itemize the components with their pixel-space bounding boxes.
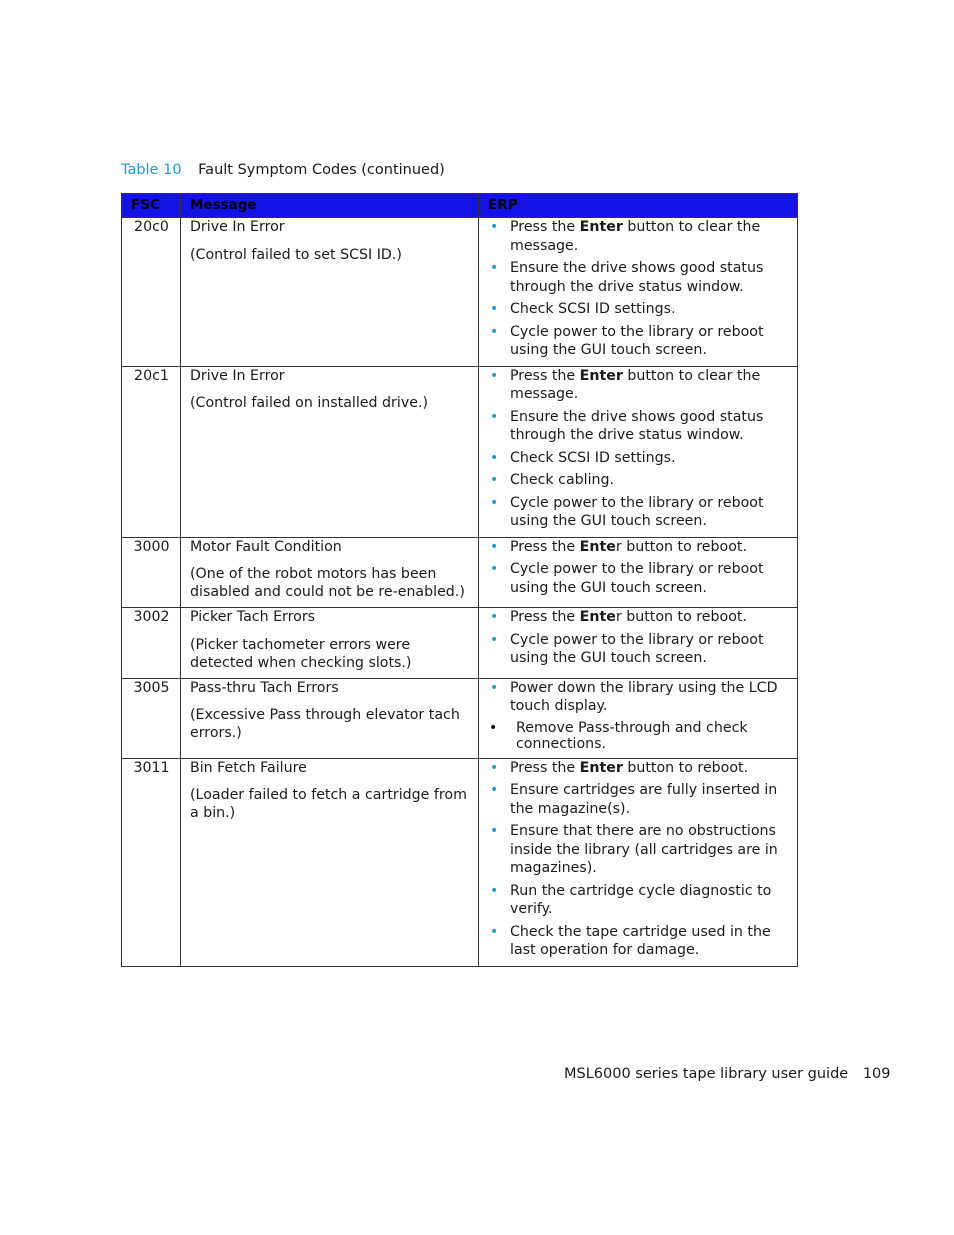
table-row: [122, 218, 798, 367]
erp-text: Check cabling.: [510, 472, 615, 488]
erp-step: [488, 471, 789, 490]
table-caption: [121, 162, 445, 178]
message-cell: [181, 366, 479, 537]
erp-text: Check SCSI ID settings.: [510, 449, 676, 466]
message-cell: [181, 678, 479, 758]
erp-cell: [479, 678, 798, 758]
bullet-icon: •: [490, 323, 499, 340]
page-number: 109: [862, 1066, 891, 1082]
erp-step: [488, 781, 789, 818]
erp-text: Press the: [510, 219, 580, 235]
erp-step: [488, 218, 789, 255]
bullet-icon: •: [490, 679, 499, 696]
erp-text: Cycle power to the library or reboot using the GUI touch screen.: [510, 561, 764, 596]
bullet-icon: •: [490, 609, 499, 625]
erp-step: [488, 679, 789, 716]
message-title: Pass-thru Tach Errors: [190, 679, 339, 696]
erp-cell: [479, 758, 798, 966]
erp-step: [488, 759, 789, 778]
fsc-code: 3005: [122, 678, 181, 758]
table-row: [122, 537, 798, 608]
erp-text: Press the: [510, 538, 580, 555]
erp-text-tail: r button to reboot.: [615, 538, 747, 555]
header-erp: ERP: [479, 194, 798, 218]
erp-step: [488, 538, 789, 557]
message-detail: (Picker tachometer errors were detected when checking slots.): [190, 636, 412, 671]
erp-step: [488, 720, 789, 752]
bullet-icon: •: [490, 561, 499, 577]
erp-cell: [479, 366, 798, 537]
header-fsc: FSC: [122, 194, 181, 218]
erp-text-tail: r button to reboot.: [615, 609, 747, 625]
bullet-icon: •: [490, 882, 499, 899]
bullet-icon: •: [489, 719, 498, 736]
erp-list: [488, 367, 789, 531]
bullet-icon: •: [490, 494, 499, 511]
table-title: Fault Symptom Codes (continued): [198, 162, 445, 178]
bullet-icon: •: [490, 472, 499, 488]
erp-step: [488, 367, 789, 404]
erp-list: [488, 679, 789, 752]
message-detail: (Control failed on installed drive.): [190, 395, 428, 411]
erp-step: [488, 300, 789, 319]
erp-list: [488, 759, 789, 960]
erp-key-term: Ente: [579, 538, 616, 555]
erp-text: Run the cartridge cycle diagnostic to verify.: [510, 882, 772, 917]
erp-text: Ensure cartridges are fully inserted in the magazine(s).: [510, 782, 778, 817]
erp-key-term: Ente: [579, 609, 616, 625]
message-cell: [181, 218, 479, 367]
erp-cell: [479, 537, 798, 608]
bullet-icon: •: [490, 823, 499, 839]
bullet-icon: •: [490, 260, 499, 276]
header-message: Message: [181, 194, 479, 218]
bullet-icon: •: [490, 367, 499, 384]
erp-step: [488, 882, 789, 919]
erp-step: [488, 822, 789, 878]
erp-text: Ensure the drive shows good status through the drive status window.: [510, 260, 764, 295]
erp-text-tail: button to clear the message.: [510, 367, 761, 402]
bullet-icon: •: [490, 408, 499, 425]
fault-symptom-codes-table: [121, 193, 798, 967]
erp-list: [488, 218, 789, 360]
erp-text: Check the tape cartridge used in the last operation for damage.: [510, 923, 771, 958]
erp-step: [488, 923, 789, 960]
page-footer: [564, 1066, 891, 1082]
erp-list: [488, 538, 789, 598]
message-title: Drive In Error: [190, 219, 285, 235]
message-title: Drive In Error: [190, 367, 285, 384]
erp-text-tail: button to clear the message.: [510, 219, 761, 254]
erp-step: [488, 449, 789, 468]
message-cell: [181, 537, 479, 608]
erp-text: Power down the library using the LCD touch display.: [510, 679, 778, 714]
fsc-code: 3000: [122, 537, 181, 608]
message-title: Picker Tach Errors: [190, 609, 316, 625]
erp-cell: [479, 608, 798, 679]
bullet-icon: •: [490, 923, 499, 940]
bullet-icon: •: [490, 449, 499, 466]
erp-text: Remove Pass-through and check connections.: [516, 719, 748, 752]
erp-text: Press the: [510, 367, 580, 384]
erp-list: [488, 608, 789, 668]
erp-step: [488, 494, 789, 531]
erp-text: Cycle power to the library or reboot using the GUI touch screen.: [510, 323, 764, 358]
bullet-icon: •: [490, 782, 499, 798]
message-detail: (One of the robot motors has been disabled and could not be re-enabled.): [190, 566, 465, 600]
erp-text: Ensure that there are no obstructions inside the library (all cartridges are in magazines).: [510, 823, 778, 876]
message-detail: (Control failed to set SCSI ID.): [190, 246, 402, 263]
table-header-row: [122, 194, 798, 218]
fsc-code: 3002: [122, 608, 181, 679]
erp-text: Press the: [510, 609, 580, 625]
table-row: [122, 366, 798, 537]
erp-text: Cycle power to the library or reboot using the GUI touch screen.: [510, 631, 764, 666]
erp-step: [488, 259, 789, 296]
erp-text: Press the: [510, 759, 580, 776]
fsc-code: 20c1: [122, 366, 181, 537]
bullet-icon: •: [490, 301, 499, 317]
message-detail: (Loader failed to fetch a cartridge from a bin.): [190, 787, 467, 821]
erp-step: [488, 408, 789, 445]
bullet-icon: •: [490, 759, 499, 776]
bullet-icon: •: [490, 538, 499, 555]
erp-text: Check SCSI ID settings.: [510, 301, 676, 317]
table-number: Table 10: [121, 162, 182, 178]
message-detail: (Excessive Pass through elevator tach errors.): [190, 707, 460, 741]
erp-text-tail: button to reboot.: [622, 759, 749, 776]
erp-step: [488, 608, 789, 627]
footer-title: MSL6000 series tape library user guide: [564, 1066, 849, 1082]
message-cell: [181, 758, 479, 966]
erp-step: [488, 323, 789, 360]
erp-text: Cycle power to the library or reboot using the GUI touch screen.: [510, 494, 764, 529]
fsc-code: 20c0: [122, 218, 181, 367]
table-row: [122, 608, 798, 679]
bullet-icon: •: [490, 631, 499, 648]
erp-cell: [479, 218, 798, 367]
erp-key-term: Enter: [579, 759, 623, 776]
message-title: Motor Fault Condition: [190, 538, 342, 555]
fsc-code: 3011: [122, 758, 181, 966]
table-row: [122, 758, 798, 966]
erp-step: [488, 560, 789, 597]
erp-text: Ensure the drive shows good status through the drive status window.: [510, 408, 764, 443]
bullet-icon: •: [490, 219, 499, 235]
message-cell: [181, 608, 479, 679]
erp-key-term: Enter: [579, 219, 623, 235]
message-title: Bin Fetch Failure: [190, 759, 307, 776]
table-row: [122, 678, 798, 758]
erp-key-term: Enter: [579, 367, 623, 384]
erp-step: [488, 631, 789, 668]
